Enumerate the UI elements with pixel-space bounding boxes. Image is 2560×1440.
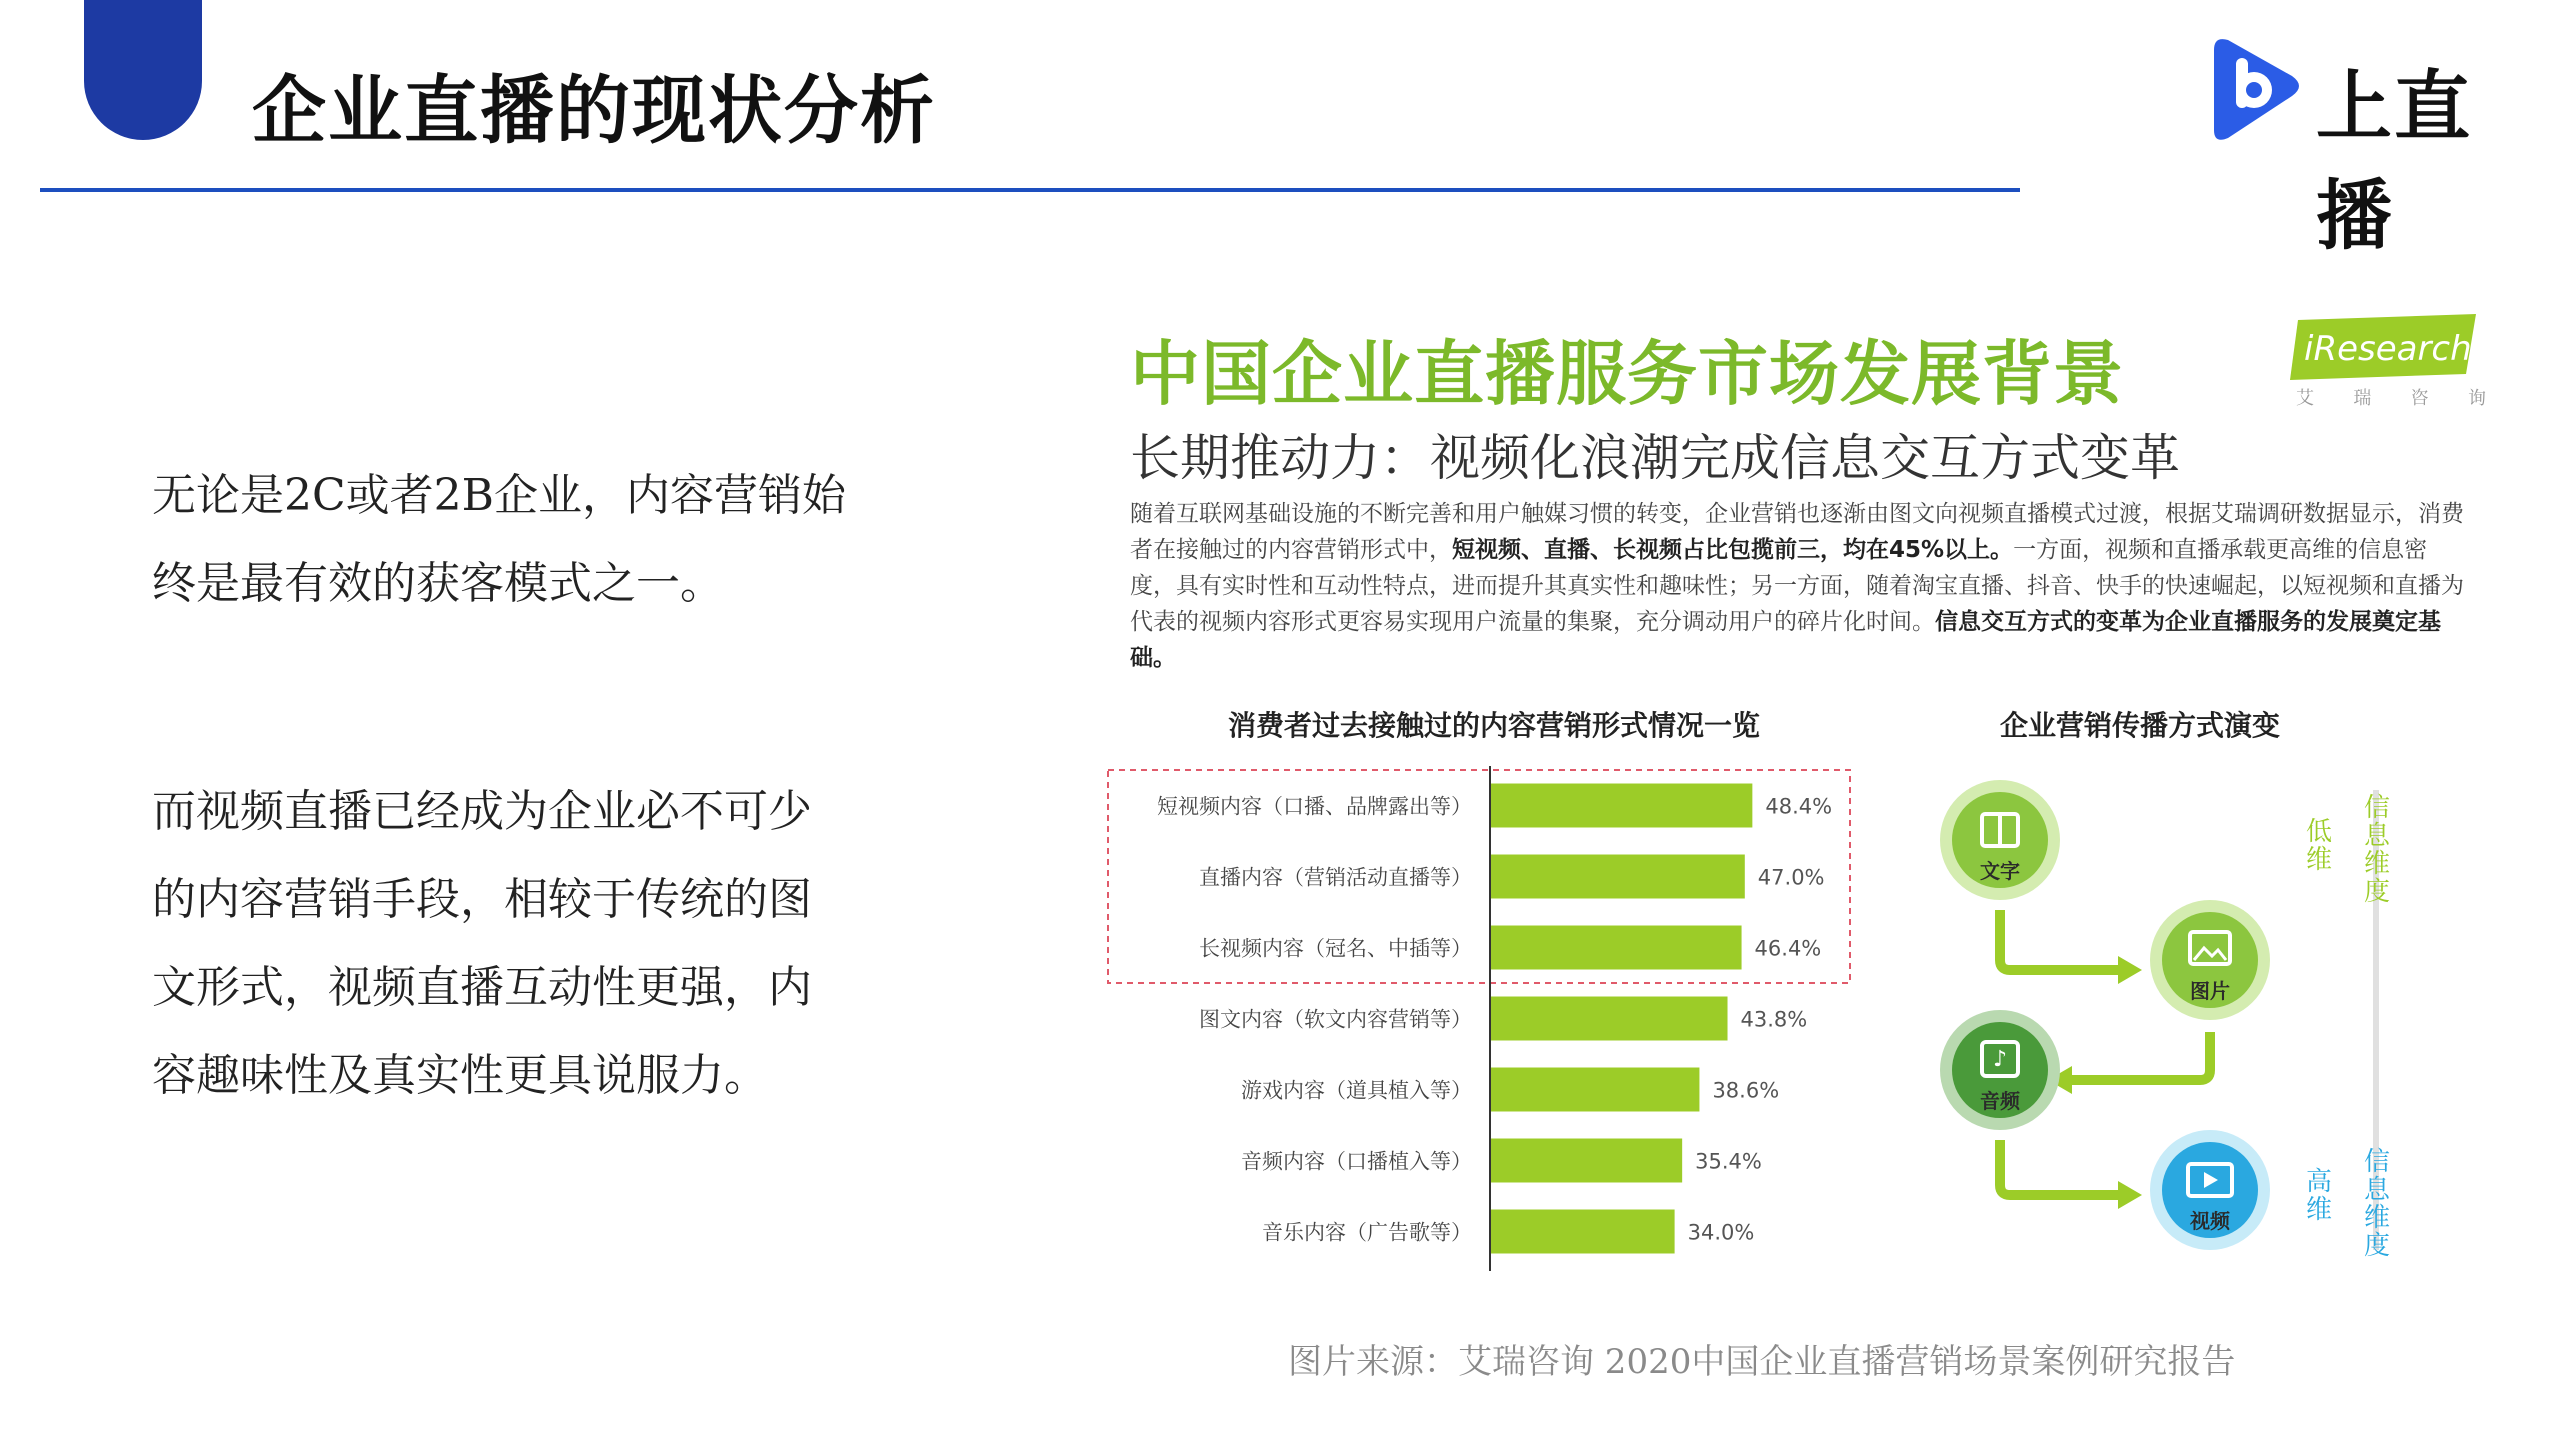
dimension-label-bottom: 信息维度	[2363, 1147, 2390, 1261]
category-label: 游戏内容（道具植入等）	[1241, 1078, 1472, 1103]
body-text: 随着互联网基础设施的不断完善和用户触媒习惯的转变，企业营销也逐渐由图文向视频直播模式过渡，根据艾瑞调研数据显示，消费者在接触过的内容营销形式中，	[1130, 501, 2464, 563]
report-title: 中国企业直播服务市场发展背景	[1130, 333, 2124, 415]
text-line: 而视频直播已经成为企业必不可少	[152, 786, 812, 837]
detail-paragraph	[152, 768, 892, 1120]
node-audio	[1940, 1010, 2060, 1130]
bar	[1491, 855, 1745, 899]
arrow-audio-to-video	[2000, 1140, 2120, 1195]
bar	[1491, 1139, 1682, 1183]
intro-paragraph	[152, 452, 892, 628]
body-bold-text: 信息交互方式的变革为企业直播服务的发展奠定基础。	[1130, 609, 2441, 671]
category-label: 短视频内容（口播、品牌露出等）	[1157, 794, 1472, 819]
page-title: 企业直播的现状分析	[252, 68, 936, 154]
corner-tab	[84, 0, 202, 140]
arrow-text-to-image	[2000, 910, 2120, 970]
bar	[1491, 997, 1728, 1041]
node-label: 文字	[1980, 859, 2020, 883]
brand-sub-char: 艾	[2296, 388, 2314, 409]
value-label: 43.8%	[1740, 1007, 1808, 1032]
title-rule	[40, 188, 2020, 192]
brand-sub-char: 瑞	[2353, 388, 2372, 409]
bar	[1491, 926, 1742, 970]
body-bold-text: 短视频、直播、长视频占比包揽前三，均在45%以上。	[1452, 537, 2014, 563]
report-subtitle: 长期推动力：视频化浪潮完成信息交互方式变革	[1130, 429, 2180, 487]
category-label: 长视频内容（冠名、中插等）	[1199, 936, 1472, 961]
arrowhead-icon	[2118, 1181, 2142, 1209]
node-image	[2150, 900, 2270, 1020]
node-label: 图片	[2190, 979, 2230, 1003]
text-line: 文形式，视频直播互动性更强，内	[152, 962, 812, 1013]
value-label: 48.4%	[1765, 794, 1833, 819]
category-label: 图文内容（软文内容营销等）	[1199, 1007, 1472, 1032]
arrowhead-icon	[2118, 956, 2142, 984]
value-label: 35.4%	[1695, 1149, 1762, 1174]
report-body	[1130, 496, 2470, 676]
value-label: 47.0%	[1757, 865, 1825, 890]
node-text	[1940, 780, 2060, 900]
high-dimension-label: 高维	[2305, 1167, 2332, 1225]
low-dimension-label: 低维	[2305, 817, 2332, 875]
text-line: 无论是2C或者2B企业，内容营销始	[152, 470, 846, 521]
iresearch-logo-icon	[2290, 314, 2480, 380]
bar	[1491, 1210, 1675, 1254]
bar	[1491, 784, 1752, 828]
flow-title: 企业营销传播方式演变	[2000, 709, 2281, 742]
category-label: 音乐内容（广告歌等）	[1262, 1220, 1472, 1245]
arrow-image-to-audio	[2070, 1032, 2210, 1080]
image-source-caption: 图片来源：艾瑞咨询 2020中国企业直播营销场景案例研究报告	[1288, 1342, 2236, 1382]
text-line: 的内容营销手段，相较于传统的图	[152, 874, 812, 925]
bar-chart	[1100, 760, 1880, 1280]
value-label: 38.6%	[1712, 1078, 1780, 1103]
brand-logo[interactable]	[2210, 36, 2530, 260]
brand-sub-char: 询	[2467, 388, 2486, 409]
bar	[1491, 1068, 1699, 1112]
dimension-label-top: 信息维度	[2363, 793, 2390, 907]
category-label: 直播内容（营销活动直播等）	[1199, 865, 1472, 890]
iresearch-wordmark: iResearch	[2304, 329, 2472, 369]
node-label: 视频	[2190, 1209, 2230, 1233]
brand-name: 上直播	[2316, 62, 2472, 260]
category-label: 音频内容（口播植入等）	[1241, 1149, 1472, 1174]
body-text: 一方面，视频和直播承载更高维的信息密度，具有实时性和互动性特点，进而提升其真实性和趣味性；另一方面，随着淘宝直播、抖音、快手的快速崛起，以短视频和直播为代表的视频内容形式更容易实现用户流量的集聚，充分调动用户的碎片化时间。	[1130, 537, 2464, 635]
node-video	[2150, 1130, 2270, 1250]
text-line: 容趣味性及真实性更具说服力。	[152, 1050, 768, 1101]
value-label: 46.4%	[1754, 936, 1822, 961]
node-label: 音频	[1980, 1089, 2020, 1113]
play-logo-icon	[2210, 36, 2310, 146]
brand-sub-char: 咨	[2410, 388, 2429, 409]
iresearch-subtitle	[2296, 384, 2486, 410]
svg-text:♪: ♪	[1992, 1047, 2008, 1072]
value-label: 34.0%	[1687, 1220, 1755, 1245]
bar-chart-title: 消费者过去接触过的内容营销形式情况一览	[1228, 709, 1761, 742]
text-line: 终是最有效的获客模式之一。	[152, 558, 724, 609]
